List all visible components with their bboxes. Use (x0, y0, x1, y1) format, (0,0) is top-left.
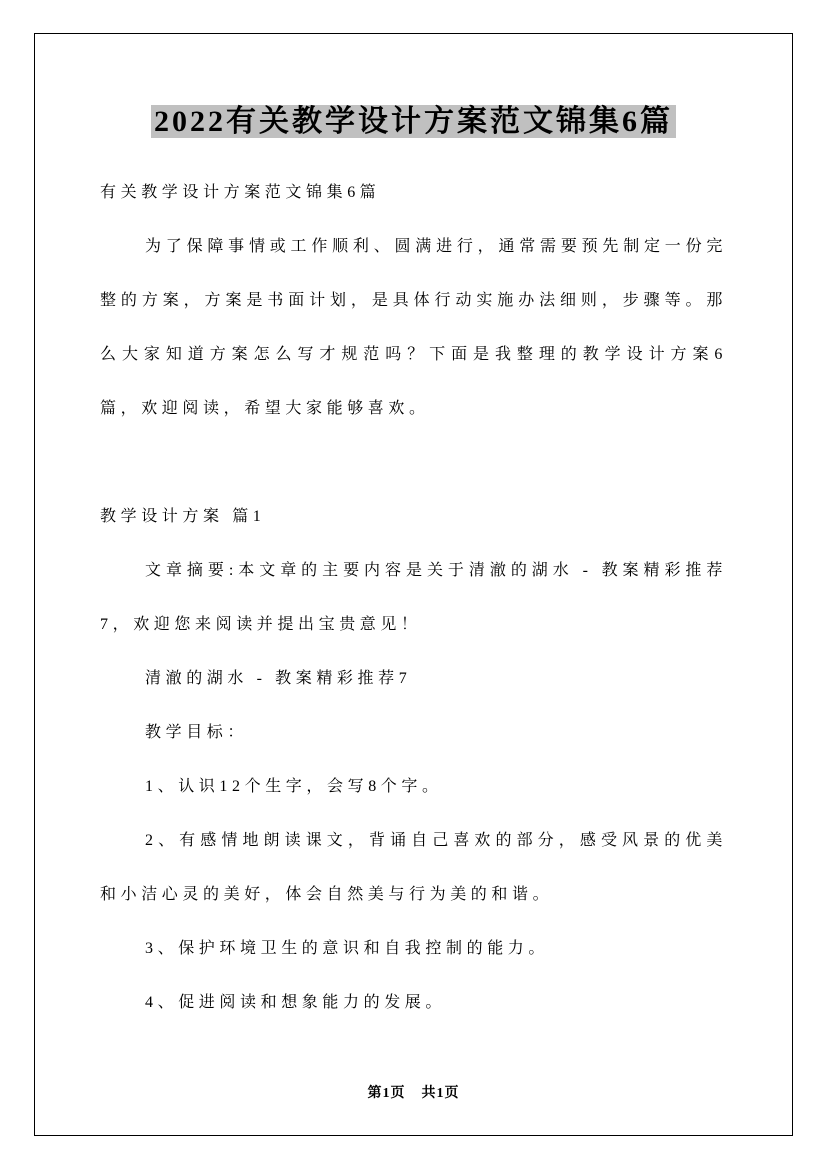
document-content (35, 34, 792, 1030)
paragraph-objective-1: 1、认识12个生字，会写8个字。 (145, 778, 443, 795)
paragraph-objectives-heading: 教学目标： (145, 724, 249, 741)
paragraph-intro-heading: 有关教学设计方案范文锦集6篇 (100, 184, 381, 201)
paragraph-objective-3: 3、保护环境卫生的意识和自我控制的能力。 (145, 940, 550, 957)
paragraph-objective-2: 2、有感情地朗读课文，背诵自己喜欢的部分，感受风景的优美和小洁心灵的美好，体会自然美与行为美的和谐。 (100, 832, 727, 903)
paragraph-intro: 为了保障事情或工作顺利、圆满进行，通常需要预先制定一份完整的方案，方案是书面计划，是具体行动实施办法细则，步骤等。那么大家知道方案怎么写才规范吗？下面是我整理的教学设计方案6篇，欢迎阅读，希望大家能够喜欢。 (100, 238, 727, 417)
page-footer (35, 1086, 792, 1102)
paragraph-section-heading: 教学设计方案 篇1 (100, 508, 266, 525)
document-body (100, 166, 727, 1030)
title-highlight: 2022有关教学设计方案范文锦集6篇 (151, 105, 676, 138)
page-border (34, 33, 793, 1136)
document-title (100, 101, 727, 142)
footer-page-number: 第1页 (367, 1086, 406, 1101)
paragraph-lesson-title: 清澈的湖水 - 教案精彩推荐7 (145, 670, 412, 687)
paragraph-abstract: 文章摘要:本文章的主要内容是关于清澈的湖水 - 教案精彩推荐7，欢迎您来阅读并提出宝贵意见！ (100, 562, 727, 633)
footer-page-count: 共1页 (421, 1086, 460, 1101)
paragraph-objective-4: 4、促进阅读和想象能力的发展。 (145, 994, 447, 1011)
